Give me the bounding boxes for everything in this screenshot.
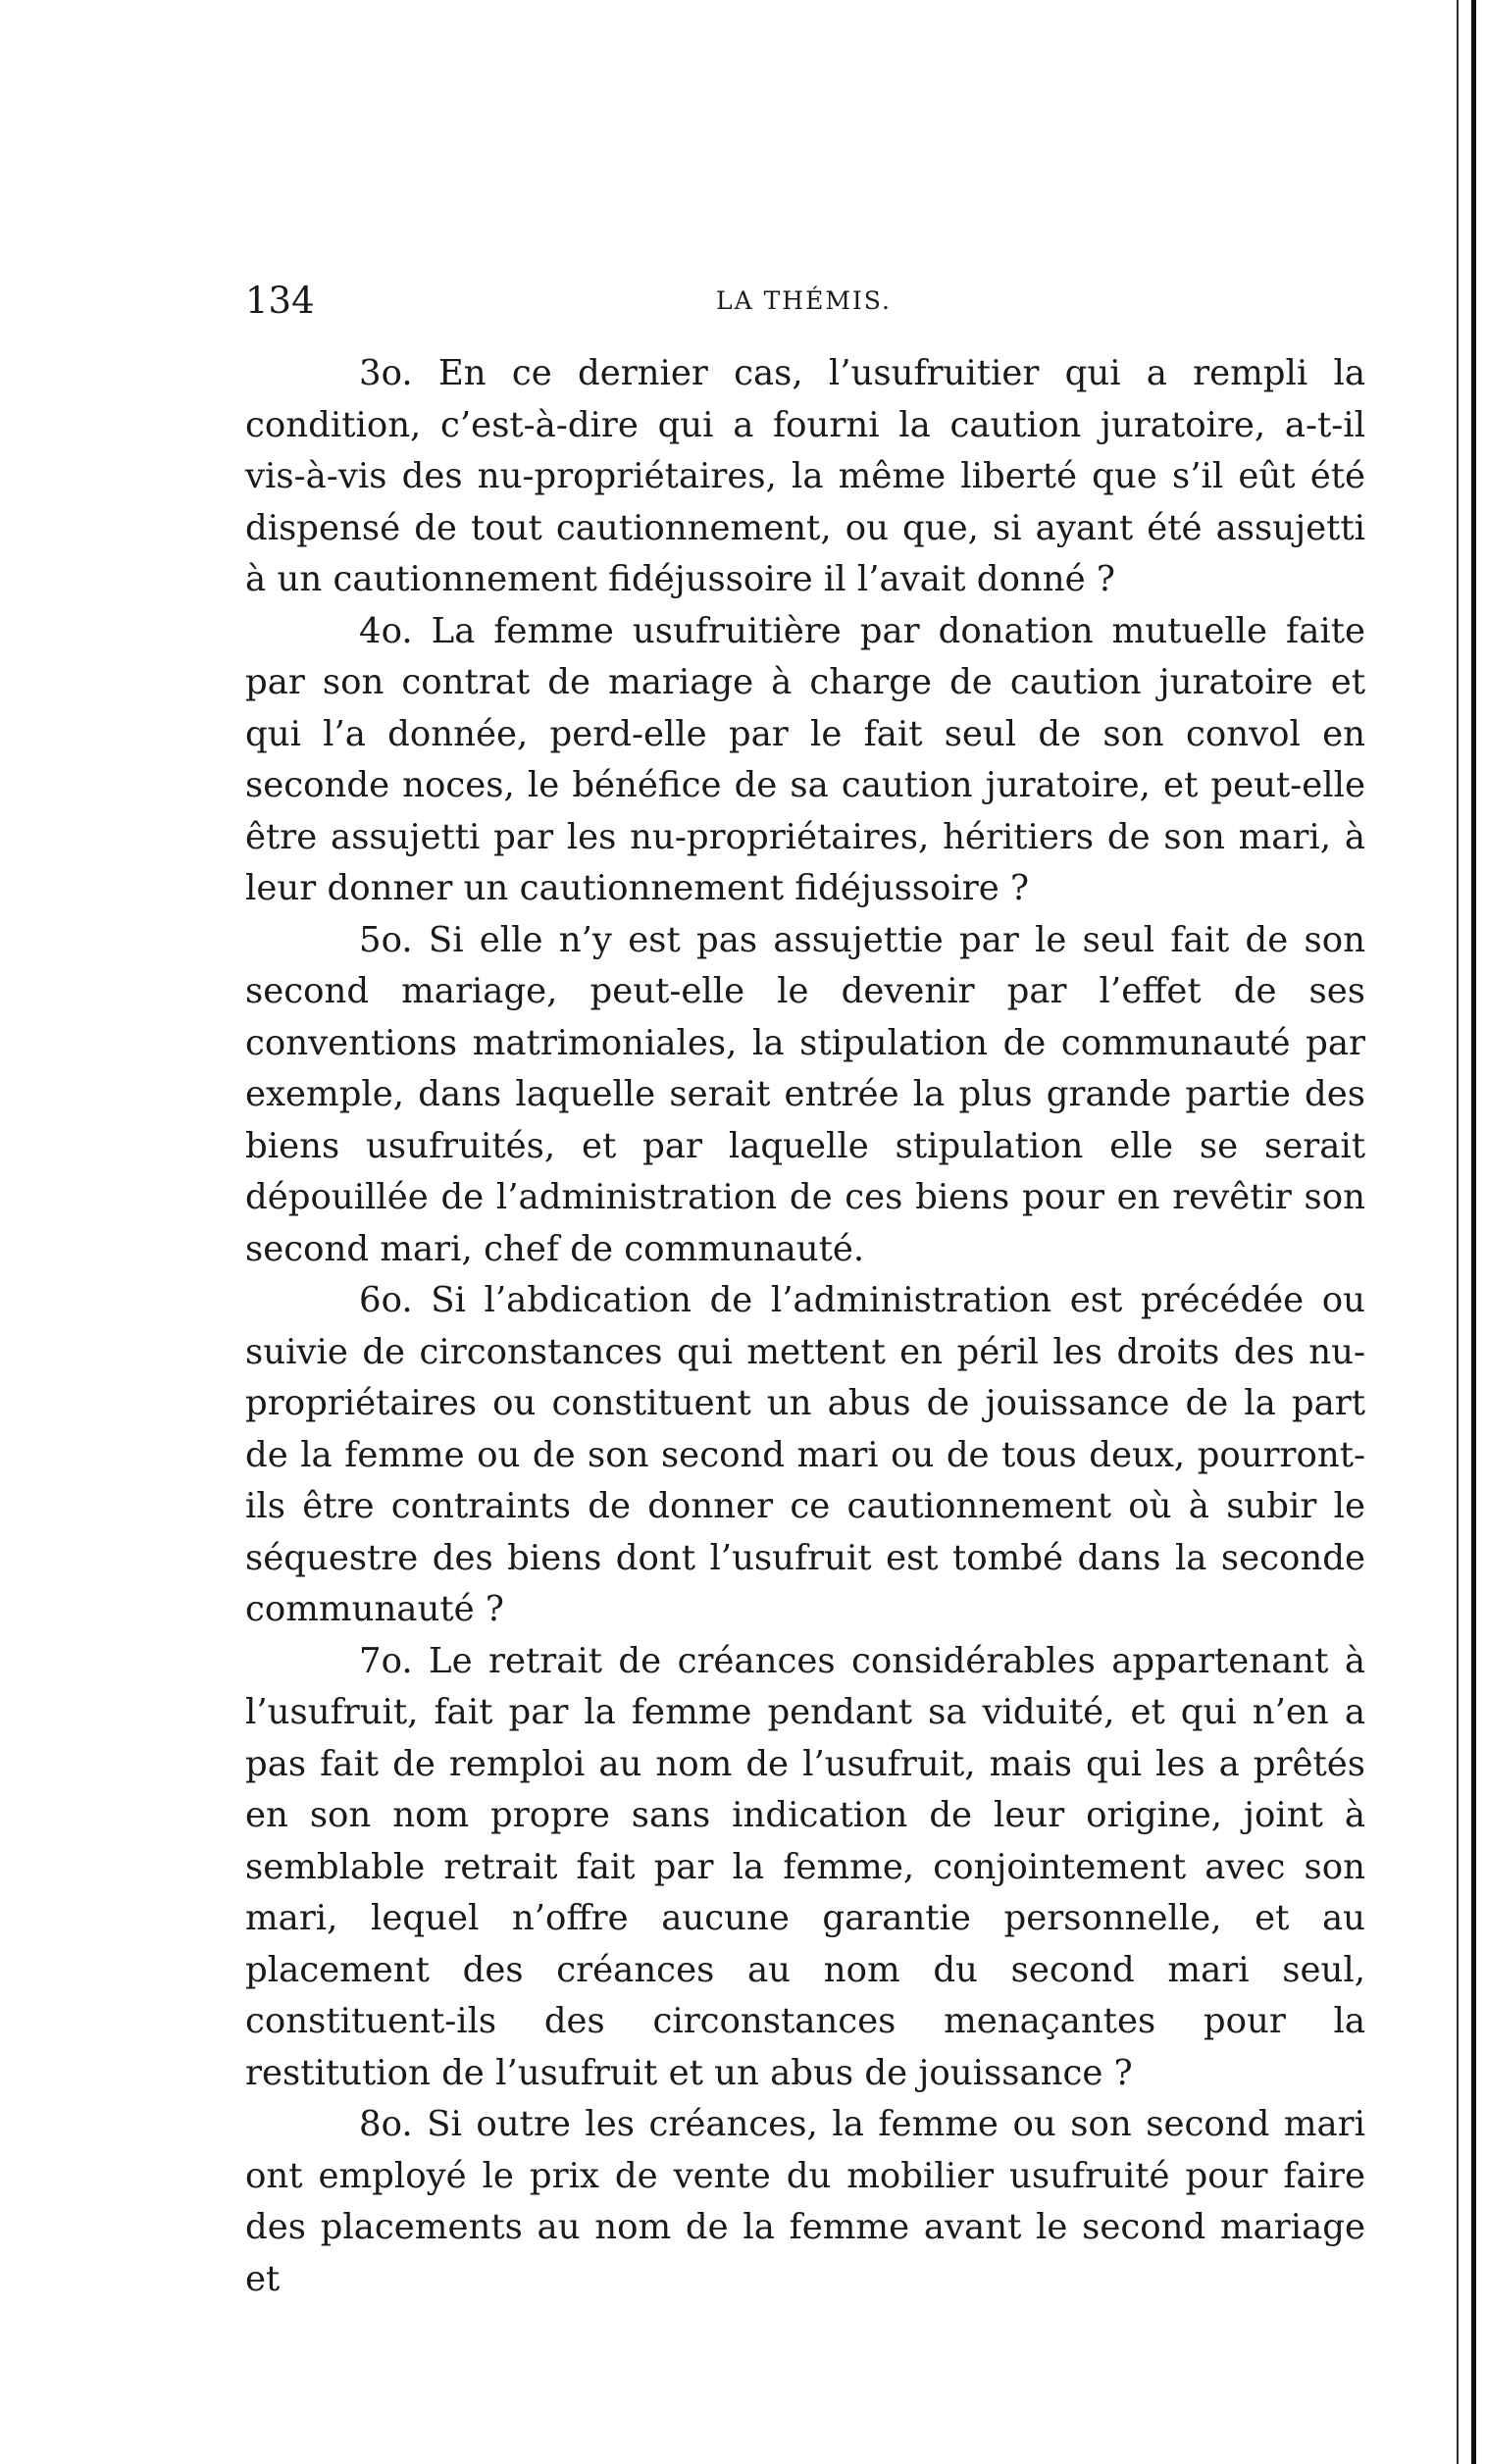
page-header (245, 277, 1365, 326)
paragraph-question-5: 5o. Si elle n’y est pas assujettie par le seul fait de son second mariage, peut-elle le devenir par l’effet de ses conventions matrimoniales, la stipulation de communauté par exemple, dans laquelle serait entrée la plus grande partie des biens usufruités, et par laquelle stipulation elle se serait dépouillée de l’administration de ces biens pour en revêtir son second mari, chef de communauté. (245, 919, 1365, 1269)
running-title: LA THÉMIS. (716, 286, 892, 315)
paragraph-question-4: 4o. La femme usufruitière par donation mutuelle faite par son contrat de mariage à charge de caution juratoire et qui l’a donnée, perd-elle par le fait seul de son convol en seconde noces, le bénéfice de sa caution juratoire, et peut-elle être assujetti par les nu-propriétaires, héritiers de son mari, à leur donner un cautionnement fidéjussoire ? (245, 610, 1365, 908)
page-edge-border (1471, 0, 1476, 2464)
paragraph-question-6: 6o. Si l’abdication de l’administration est précédée ou suivie de circonstances qui mettent en péril les droits des nu-propriétaires ou constituent un abus de jouissance de la part de la femme ou de son second mari ou de tous deux, pourront-ils être contraints de donner ce cautionnement où à subir le séquestre des biens dont l’usufruit est tombé dans la seconde communauté ? (245, 1280, 1365, 1629)
paragraph-question-8: 8o. Si outre les créances, la femme ou son second mari ont employé le prix de vente du mobilier usufruité pour faire des placements au nom de la femme avant le second mariage et (245, 2104, 1365, 2299)
paragraph-question-3: 3o. En ce dernier cas, l’usufruitier qui a rempli la condition, c’est-à-dire qui a fourni la caution juratoire, a-t-il vis-à-vis des nu-propriétaires, la même liberté que s’il eût été dispensé de tout cautionnement, ou que, si ayant été assujetti à un cautionnement fidéjussoire il l’avait donné ? (245, 353, 1365, 599)
page-edge-line (1457, 0, 1459, 2464)
body-text (245, 348, 1365, 2305)
page-number: 134 (245, 280, 315, 322)
paragraph-question-7: 7o. Le retrait de créances considérables appartenant à l’usufruit, fait par la femme pendant sa viduité, et qui n’en a pas fait de remploi au nom de l’usufruit, mais qui les a prêtés en son nom propre sans indication de leur origine, joint à semblable retrait fait par la femme, conjointement avec son mari, lequel n’offre aucune garantie personnelle, et au placement des créances au nom du second mari seul, constituent-ils des circonstances menaçantes pour la restitution de l’usufruit et un abus de jouissance ? (245, 1640, 1365, 2093)
